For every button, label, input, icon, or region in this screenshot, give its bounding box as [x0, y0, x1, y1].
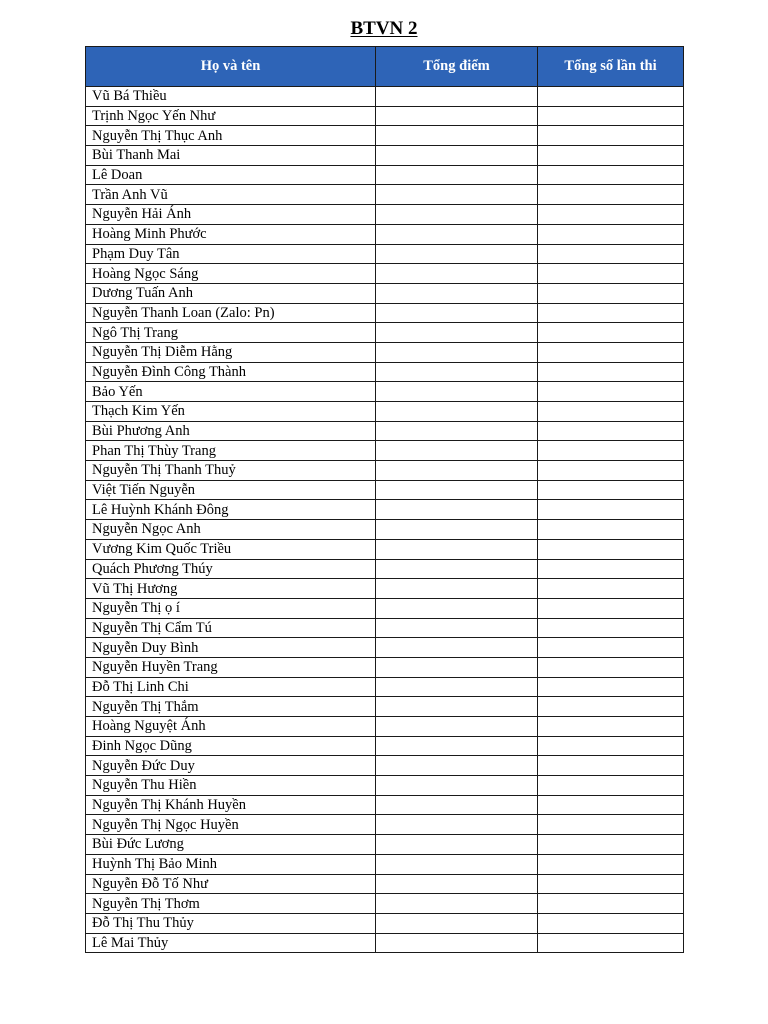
cell-name: Nguyễn Ngọc Anh: [86, 520, 376, 540]
cell-total-score: [376, 500, 538, 520]
cell-name: Huỳnh Thị Bảo Minh: [86, 854, 376, 874]
cell-total-score: [376, 697, 538, 717]
cell-total-score: [376, 539, 538, 559]
table-row: [86, 185, 684, 205]
cell-attempts: [538, 461, 684, 481]
cell-name: Bùi Phương Anh: [86, 421, 376, 441]
cell-total-score: [376, 835, 538, 855]
cell-name: Trần Anh Vũ: [86, 185, 376, 205]
cell-attempts: [538, 185, 684, 205]
cell-attempts: [538, 402, 684, 422]
cell-attempts: [538, 815, 684, 835]
cell-name: Nguyễn Thị Ngọc Huyền: [86, 815, 376, 835]
table-row: [86, 874, 684, 894]
cell-attempts: [538, 382, 684, 402]
cell-total-score: [376, 244, 538, 264]
cell-attempts: [538, 874, 684, 894]
cell-total-score: [376, 323, 538, 343]
table-row: [86, 579, 684, 599]
table-row: [86, 638, 684, 658]
cell-name: Nguyễn Hải Ánh: [86, 205, 376, 225]
cell-attempts: [538, 106, 684, 126]
cell-name: Việt Tiến Nguyễn: [86, 480, 376, 500]
cell-attempts: [538, 126, 684, 146]
score-table: [85, 46, 684, 953]
cell-attempts: [538, 264, 684, 284]
table-row: [86, 283, 684, 303]
table-row: [86, 205, 684, 225]
table-row: [86, 657, 684, 677]
cell-total-score: [376, 441, 538, 461]
cell-attempts: [538, 657, 684, 677]
cell-name: Ngô Thị Trang: [86, 323, 376, 343]
table-row: [86, 815, 684, 835]
cell-attempts: [538, 776, 684, 796]
cell-name: Đỗ Thị Thu Thủy: [86, 913, 376, 933]
table-row: [86, 264, 684, 284]
cell-attempts: [538, 500, 684, 520]
cell-attempts: [538, 835, 684, 855]
table-row: [86, 795, 684, 815]
cell-total-score: [376, 736, 538, 756]
table-body: [86, 87, 684, 953]
cell-total-score: [376, 402, 538, 422]
cell-name: Nguyễn Đỗ Tố Như: [86, 874, 376, 894]
table-row: [86, 776, 684, 796]
table-row: [86, 106, 684, 126]
cell-name: Nguyễn Đình Công Thành: [86, 362, 376, 382]
cell-attempts: [538, 539, 684, 559]
cell-total-score: [376, 382, 538, 402]
table-row: [86, 598, 684, 618]
table-row: [86, 382, 684, 402]
cell-name: Nguyễn Duy Bình: [86, 638, 376, 658]
table-row: [86, 717, 684, 737]
cell-name: Lê Huỳnh Khánh Đông: [86, 500, 376, 520]
table-row: [86, 165, 684, 185]
cell-name: Nguyễn Thị Thơm: [86, 894, 376, 914]
table-row: [86, 835, 684, 855]
cell-attempts: [538, 854, 684, 874]
cell-attempts: [538, 87, 684, 107]
table-row: [86, 323, 684, 343]
table-row: [86, 461, 684, 481]
table-row: [86, 126, 684, 146]
table-row: [86, 697, 684, 717]
cell-total-score: [376, 717, 538, 737]
cell-total-score: [376, 224, 538, 244]
cell-total-score: [376, 342, 538, 362]
cell-attempts: [538, 933, 684, 953]
cell-attempts: [538, 421, 684, 441]
cell-name: Phan Thị Thùy Trang: [86, 441, 376, 461]
cell-attempts: [538, 441, 684, 461]
cell-attempts: [538, 244, 684, 264]
cell-attempts: [538, 756, 684, 776]
header-total-score: Tổng điểm: [376, 47, 538, 87]
header-attempts: Tổng số lần thi: [538, 47, 684, 87]
cell-name: Nguyễn Thị ọ í: [86, 598, 376, 618]
cell-name: Nguyễn Huyền Trang: [86, 657, 376, 677]
cell-name: Nguyễn Thị Cẩm Tú: [86, 618, 376, 638]
cell-total-score: [376, 205, 538, 225]
cell-name: Bùi Đức Lương: [86, 835, 376, 855]
cell-total-score: [376, 520, 538, 540]
cell-attempts: [538, 894, 684, 914]
cell-attempts: [538, 697, 684, 717]
cell-name: Nguyễn Thị Thục Anh: [86, 126, 376, 146]
cell-name: Đỗ Thị Linh Chi: [86, 677, 376, 697]
table-row: [86, 342, 684, 362]
cell-name: Nguyễn Thị Diễm Hằng: [86, 342, 376, 362]
cell-attempts: [538, 579, 684, 599]
cell-total-score: [376, 618, 538, 638]
cell-attempts: [538, 717, 684, 737]
table-row: [86, 224, 684, 244]
table-row: [86, 303, 684, 323]
table-row: [86, 736, 684, 756]
table-header-row: [86, 47, 684, 87]
cell-name: Nguyễn Thu Hiền: [86, 776, 376, 796]
table-row: [86, 480, 684, 500]
cell-total-score: [376, 87, 538, 107]
cell-total-score: [376, 303, 538, 323]
cell-total-score: [376, 559, 538, 579]
cell-attempts: [538, 559, 684, 579]
table-row: [86, 362, 684, 382]
cell-total-score: [376, 106, 538, 126]
cell-attempts: [538, 480, 684, 500]
cell-attempts: [538, 638, 684, 658]
cell-attempts: [538, 913, 684, 933]
table-row: [86, 854, 684, 874]
cell-attempts: [538, 618, 684, 638]
cell-name: Lê Mai Thủy: [86, 933, 376, 953]
cell-attempts: [538, 146, 684, 166]
cell-total-score: [376, 933, 538, 953]
cell-total-score: [376, 776, 538, 796]
table-row: [86, 677, 684, 697]
cell-attempts: [538, 598, 684, 618]
cell-attempts: [538, 342, 684, 362]
cell-name: Vũ Thị Hương: [86, 579, 376, 599]
cell-name: Nguyễn Thị Thắm: [86, 697, 376, 717]
cell-attempts: [538, 520, 684, 540]
cell-name: Hoàng Nguyệt Ánh: [86, 717, 376, 737]
cell-attempts: [538, 283, 684, 303]
cell-attempts: [538, 224, 684, 244]
cell-total-score: [376, 185, 538, 205]
cell-name: Vương Kim Quốc Triều: [86, 539, 376, 559]
cell-name: Dương Tuấn Anh: [86, 283, 376, 303]
cell-name: Quách Phương Thúy: [86, 559, 376, 579]
cell-total-score: [376, 165, 538, 185]
cell-name: Đinh Ngọc Dũng: [86, 736, 376, 756]
table-row: [86, 244, 684, 264]
table-row: [86, 421, 684, 441]
table-row: [86, 559, 684, 579]
cell-name: Trịnh Ngọc Yến Như: [86, 106, 376, 126]
cell-attempts: [538, 362, 684, 382]
header-name: Họ và tên: [86, 47, 376, 87]
cell-total-score: [376, 264, 538, 284]
table-row: [86, 933, 684, 953]
cell-name: Phạm Duy Tân: [86, 244, 376, 264]
cell-name: Nguyễn Thị Thanh Thuỷ: [86, 461, 376, 481]
cell-attempts: [538, 677, 684, 697]
table-row: [86, 520, 684, 540]
cell-attempts: [538, 795, 684, 815]
cell-total-score: [376, 677, 538, 697]
cell-total-score: [376, 598, 538, 618]
table-row: [86, 539, 684, 559]
cell-name: Bùi Thanh Mai: [86, 146, 376, 166]
cell-attempts: [538, 736, 684, 756]
cell-name: Hoàng Minh Phước: [86, 224, 376, 244]
cell-total-score: [376, 362, 538, 382]
cell-name: Nguyễn Thị Khánh Huyền: [86, 795, 376, 815]
cell-total-score: [376, 874, 538, 894]
cell-total-score: [376, 126, 538, 146]
cell-total-score: [376, 815, 538, 835]
cell-total-score: [376, 795, 538, 815]
table-row: [86, 500, 684, 520]
table-row: [86, 618, 684, 638]
page-title: [0, 18, 768, 40]
cell-attempts: [538, 205, 684, 225]
cell-total-score: [376, 756, 538, 776]
table-row: [86, 146, 684, 166]
cell-name: Vũ Bá Thiều: [86, 87, 376, 107]
cell-total-score: [376, 283, 538, 303]
cell-total-score: [376, 461, 538, 481]
cell-attempts: [538, 165, 684, 185]
cell-total-score: [376, 657, 538, 677]
cell-total-score: [376, 913, 538, 933]
cell-name: Bảo Yến: [86, 382, 376, 402]
cell-name: Hoàng Ngọc Sáng: [86, 264, 376, 284]
cell-attempts: [538, 323, 684, 343]
cell-total-score: [376, 894, 538, 914]
cell-name: Nguyễn Đức Duy: [86, 756, 376, 776]
table-row: [86, 894, 684, 914]
table-row: [86, 913, 684, 933]
cell-name: Thạch Kim Yến: [86, 402, 376, 422]
cell-total-score: [376, 421, 538, 441]
cell-total-score: [376, 480, 538, 500]
cell-attempts: [538, 303, 684, 323]
cell-total-score: [376, 146, 538, 166]
cell-total-score: [376, 854, 538, 874]
table-row: [86, 756, 684, 776]
cell-total-score: [376, 579, 538, 599]
table-row: [86, 87, 684, 107]
cell-total-score: [376, 638, 538, 658]
table-row: [86, 441, 684, 461]
cell-name: Lê Doan: [86, 165, 376, 185]
cell-name: Nguyễn Thanh Loan (Zalo: Pn): [86, 303, 376, 323]
table-row: [86, 402, 684, 422]
page-title-text: BTVN 2: [350, 18, 418, 39]
